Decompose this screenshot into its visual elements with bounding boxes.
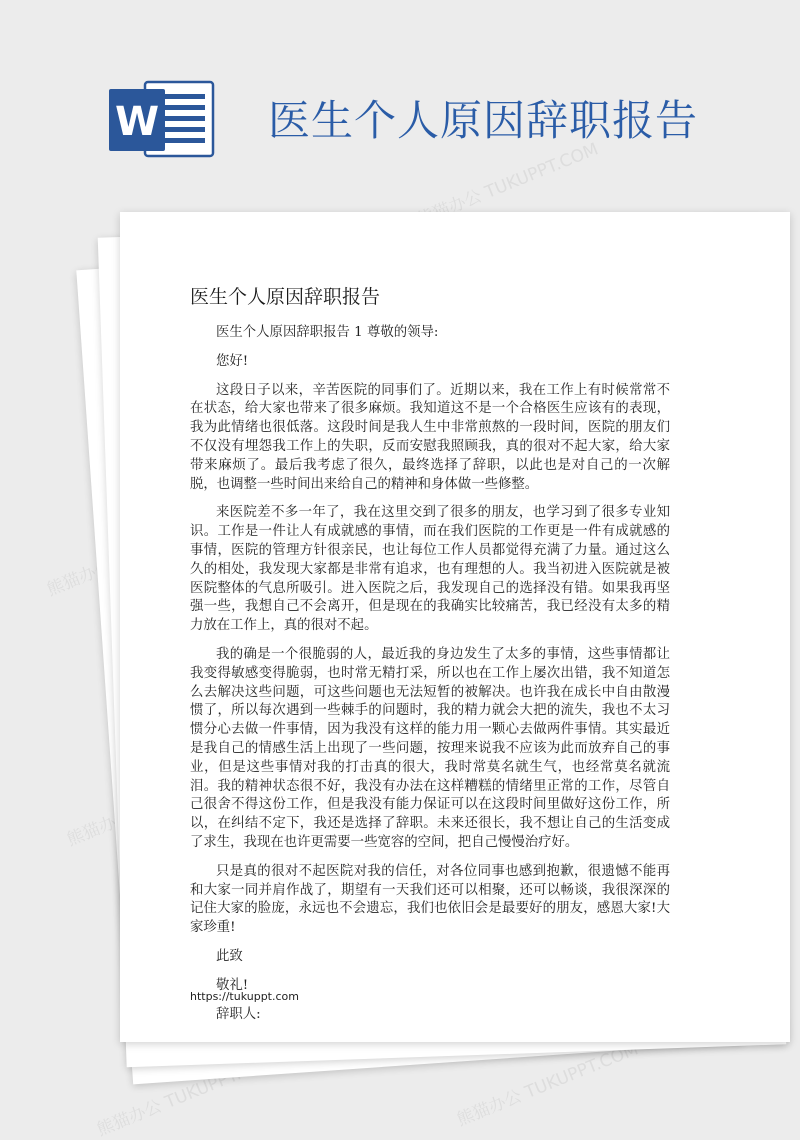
paragraph: 来医院差不多一年了，我在这里交到了很多的朋友，也学习到了很多专业知识。工作是一件让人有成就感的事情，而在我们医院的工作更是一件有成就感的事情，医院的管理方针很亲民，也让每位工作人员都觉得充满了力量。通过这么久的相处，我发现大家都是非常有追求，也有理想的人。我当初进入医院就是被医院整体的气息所吸引。进入医院之后，我发现自己的选择没有错。如果我再坚强一些，我想自己不会离开，但是现在的我确实比较痛苦，我已经没有太多的精力放在工作上，真的很对不起。 <box>190 505 670 634</box>
document-body <box>190 324 670 1034</box>
watermark: 熊猫办公 TUKUPPT.COM <box>414 139 602 231</box>
signature-line: 辞职人: <box>216 1006 261 1022</box>
document-title: 医生个人原因辞职报告 <box>190 286 381 308</box>
greeting: 您好! <box>216 353 249 369</box>
closing-regards: 敬礼! <box>216 977 249 993</box>
logo-letter: W <box>114 99 160 145</box>
closing-salutation: 此致 <box>216 948 243 964</box>
paragraph: 只是真的很对不起医院对我的信任，对各位同事也感到抱歉，很遗憾不能再和大家一同并肩作战了，期望有一天我们还可以相聚，还可以畅谈，我很深深的记住大家的脸庞，永远也不会遗忘，我们也依旧会是最要好的朋友，感恩大家!大家珍重! <box>190 863 670 936</box>
watermark: 熊猫办公 <box>44 556 115 601</box>
paragraph: 我的确是一个很脆弱的人，最近我的身边发生了太多的事情，这些事情都让我变得敏感变得脆弱，也时常无精打采，所以也在工作上屡次出错，我不知道怎么去解决这些问题，可这些问题也无法短暂的被解决。也许我在成长中自由散漫惯了，所以每次遇到一些棘手的问题时，我的精力就会大把的流失，我也不太习惯分心去做一件事情，因为我没有这样的能力用一颗心去做两件事情。其实最近是我自己的情感生活上出现了一些问题，按理来说我不应该为此而放弃自己的事业，但是这些事情对我的打击真的很大，我时常莫名就生气，也经常莫名就流泪。我的精神状态很不好，我没有办法在这样糟糕的情绪里正常的工作，尽管自己很舍不得这份工作，但是我没有能力保证可以在这段时间里做好这份工作，所以，在纠结不定下，我还是选择了辞职。未来还很长，我不想让自己的生活变成了求生，我现在也许更需要一些宽容的空间，把自己慢慢治疗好。 <box>190 646 670 850</box>
watermark: 熊猫办公 <box>64 806 135 851</box>
watermark: 熊猫办公 TUKUPPT.COM <box>94 1049 282 1140</box>
heading-line: 医生个人原因辞职报告 1 尊敬的领导: <box>216 325 439 340</box>
word-document-icon <box>107 76 222 162</box>
source-url: https://tukuppt.com <box>190 990 299 1003</box>
banner-title: 医生个人原因辞职报告 <box>268 96 699 145</box>
watermark: 熊猫办公 TUKUPPT.COM <box>454 1039 642 1131</box>
paragraph: 这段日子以来，辛苦医院的同事们了。近期以来，我在工作上有时候常常不在状态，给大家也带来了很多麻烦。我知道这不是一个合格医生应该有的表现，我为此情绪也很低落。这段时间是我人生中非常煎熬的一段时间，医院的朋友们不仅没有埋怨我工作上的失职，反而安慰我照顾我，真的很对不起大家，给大家带来麻烦了。最后我考虑了很久，最终选择了辞职，以此也是对自己的一次解脱，也调整一些时间出来给自己的精神和身体做一些修整。 <box>190 382 670 492</box>
document-page <box>120 212 790 1042</box>
